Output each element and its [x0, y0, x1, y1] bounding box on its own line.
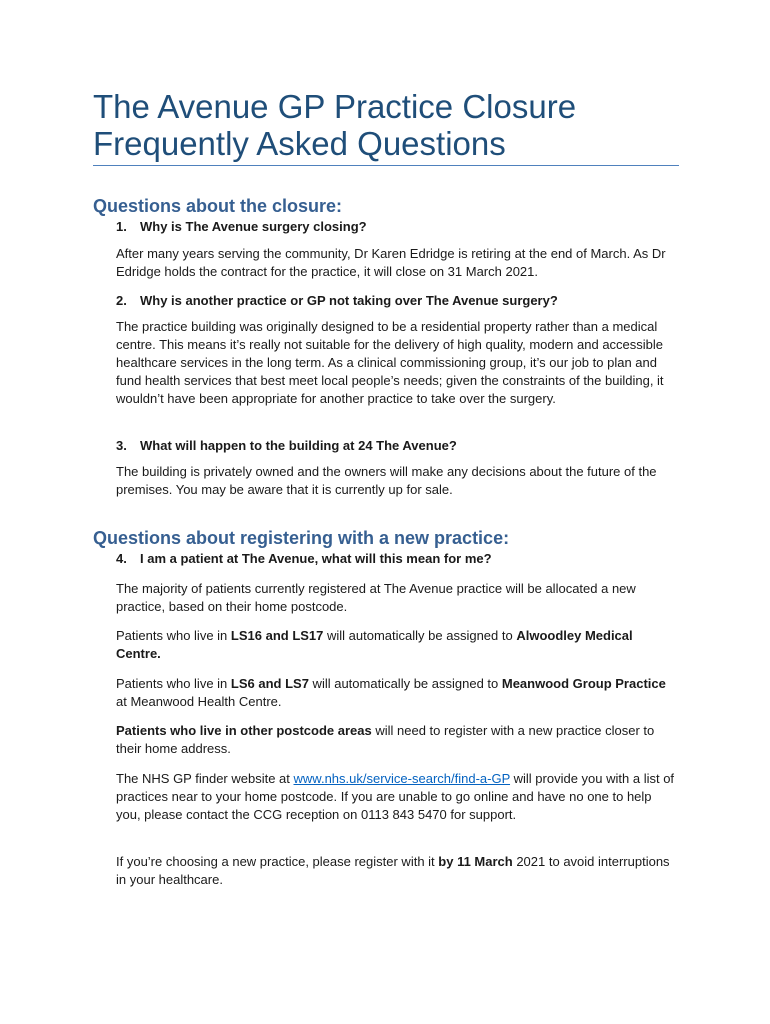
answer-2: The practice building was originally designed to be a residential property rather than a medical centre. This means it’s really not suitable for the delivery of high quality, modern and accessible healthcare services in the long term. As a clinical commissioning group, it’s our job to plan and fund health services that best meet local people’s needs; given the constraints of the building, it wouldn’t have been appropriate for another practice to take over the surgery.	[116, 319, 664, 406]
question-text: What will happen to the building at 24 The Avenue?	[140, 438, 457, 453]
question-text: Why is The Avenue surgery closing?	[140, 219, 367, 234]
postcodes-ls6-ls7: LS6 and LS7	[230, 676, 309, 691]
page-title-line-2: Frequently Asked Questions	[93, 125, 506, 162]
question-text: I am a patient at The Avenue, what will this mean for me?	[140, 551, 492, 566]
answer-4-paragraph-3	[116, 675, 676, 711]
question-4	[116, 550, 492, 568]
answer-4-paragraph-5	[116, 770, 676, 824]
page-title	[93, 88, 683, 162]
answer-4-paragraph-4	[116, 722, 676, 758]
text-run: will need to register with a new practice closer to their home address.	[116, 723, 655, 756]
question-text: Why is another practice or GP not taking over The Avenue surgery?	[140, 293, 558, 308]
section-heading-closure: Questions about the closure:	[93, 196, 343, 216]
other-postcodes-emphasis: Patients who live in other postcode areas	[116, 723, 372, 738]
question-number: 1.	[116, 219, 127, 234]
answer-1: After many years serving the community, Dr Karen Edridge is retiring at the end of March. As Dr Edridge holds the contract for the practice, it will close on 31 March 2021.	[116, 246, 666, 279]
text-run: Patients who live in	[116, 676, 231, 691]
text-run: will automatically be assigned to	[323, 628, 517, 643]
text-run: at Meanwood Health Centre.	[116, 694, 282, 709]
deadline-date: by 11 March	[438, 854, 513, 869]
question-3	[116, 437, 457, 455]
question-number: 4.	[116, 551, 127, 566]
question-1	[116, 218, 367, 236]
answer-3: The building is privately owned and the owners will make any decisions about the future of the premises. You may be aware that it is currently up for sale.	[116, 464, 657, 497]
postcodes-ls16-ls17: LS16 and LS17	[230, 628, 324, 643]
text-run: If you’re choosing a new practice, please register with it	[116, 854, 439, 869]
question-2	[116, 292, 558, 310]
text-run: The NHS GP finder website at	[116, 771, 294, 786]
practice-alwoodley: Alwoodley Medical Centre.	[116, 628, 633, 661]
title-underline	[93, 165, 679, 166]
question-number: 3.	[116, 438, 127, 453]
text-run: will provide you with a list of practices near to your home postcode. If you are unable to go online and have no one to help you, please contact the CCG reception on 0113 843 5470 for support.	[116, 771, 675, 822]
section-heading-registering: Questions about registering with a new practice:	[93, 528, 510, 548]
text-run: Patients who live in	[116, 628, 231, 643]
text-run: will automatically be assigned to	[308, 676, 502, 691]
answer-4-paragraph-6	[116, 853, 676, 889]
practice-meanwood: Meanwood Group Practice	[501, 676, 666, 691]
text-run: 2021 to avoid interruptions in your healthcare.	[116, 854, 670, 887]
page-title-line-1: The Avenue GP Practice Closure	[93, 88, 577, 125]
gp-finder-link[interactable]: www.nhs.uk/service-search/find-a-GP	[293, 771, 511, 786]
answer-4-paragraph-2	[116, 627, 676, 663]
question-number: 2.	[116, 293, 127, 308]
answer-4-paragraph-1: The majority of patients currently registered at The Avenue practice will be allocated a new practice, based on their home postcode.	[116, 581, 636, 614]
